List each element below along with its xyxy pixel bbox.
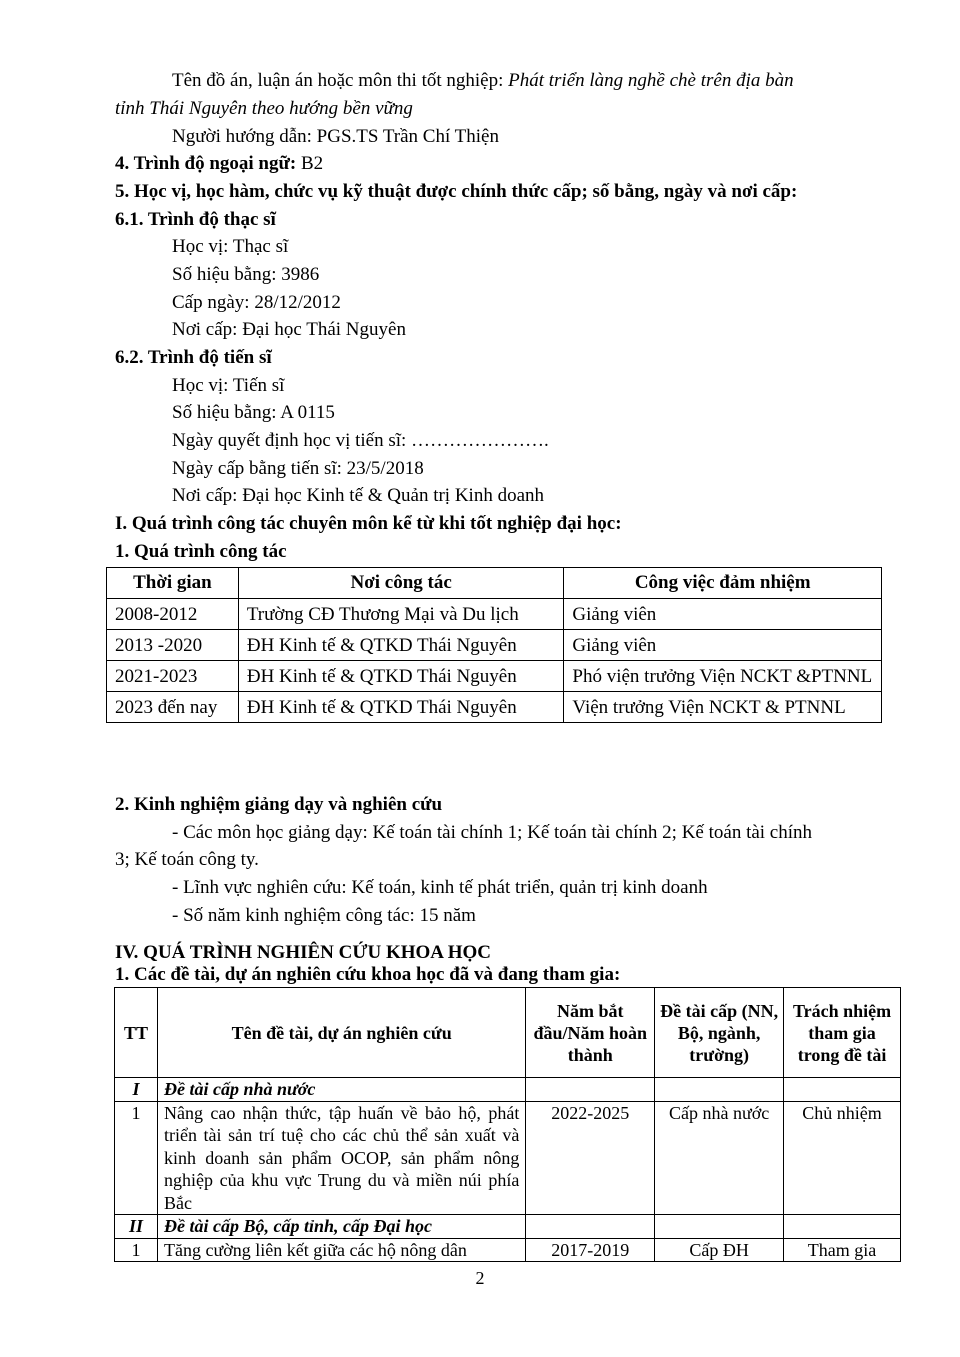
masters-issue-date: Cấp ngày: 28/12/2012	[172, 292, 341, 313]
group-index: I	[115, 1078, 158, 1102]
thesis-label: Tên đồ án, luận án hoặc môn thi tốt nghiệp:	[172, 70, 509, 91]
cell-period: 2008-2012	[107, 599, 239, 630]
empty-cell	[784, 1215, 901, 1239]
work-history-table	[106, 567, 882, 723]
thesis-title-part-2: tỉnh Thái Nguyên theo hướng bền vững	[115, 98, 413, 119]
thesis-title-part-1: Phát triển làng nghề chè trên địa bàn	[508, 70, 794, 91]
cell-index: 1	[115, 1238, 158, 1262]
cell-level: Cấp nhà nước	[655, 1101, 784, 1215]
section-I-heading: I. Quá trình công tác chuyên môn kể từ khi tốt nghiệp đại học:	[115, 513, 622, 534]
phd-issue-date: Ngày cấp bằng tiến sĩ: 23/5/2018	[172, 458, 424, 479]
col-header-index: TT	[115, 988, 158, 1078]
cell-workplace: ĐH Kinh tế & QTKD Thái Nguyên	[238, 630, 564, 661]
cell-role: Tham gia	[784, 1238, 901, 1262]
page-number: 2	[475, 1268, 485, 1288]
phd-diploma-number: Số hiệu bằng: A 0115	[172, 402, 335, 423]
phd-heading: 6.2. Trình độ tiến sĩ	[115, 347, 272, 368]
cell-workplace: Trường CĐ Thương Mại và Du lịch	[238, 599, 564, 630]
table-header-row	[115, 988, 901, 1078]
experience-years: - Số năm kinh nghiệm công tác: 15 năm	[172, 905, 476, 926]
cell-workplace: ĐH Kinh tế & QTKD Thái Nguyên	[238, 661, 564, 692]
col-header-level: Đề tài cấp (NN, Bộ, ngành, trường)	[655, 988, 784, 1078]
cell-duty: Viện trưởng Viện NCKT & PTNNL	[564, 692, 882, 723]
cell-index: 1	[115, 1101, 158, 1215]
empty-cell	[655, 1078, 784, 1102]
cell-level: Cấp ĐH	[655, 1238, 784, 1262]
cell-years: 2017-2019	[526, 1238, 655, 1262]
phd-issuer: Nơi cấp: Đại học Kinh tế & Quản trị Kinh doanh	[172, 485, 545, 506]
masters-issuer: Nơi cấp: Đại học Thái Nguyên	[172, 319, 406, 340]
group-title: Đề tài cấp Bộ, cấp tỉnh, cấp Đại học	[157, 1215, 525, 1239]
cell-project-name: Tăng cường liên kết giữa các hộ nông dân	[157, 1238, 525, 1262]
advisor-line: Người hướng dẫn: PGS.TS Trần Chí Thiện	[172, 126, 499, 147]
courses-line-1: - Các môn học giảng dạy: Kế toán tài chính 1; Kế toán tài chính 2; Kế toán tài chính	[172, 822, 813, 843]
group-title: Đề tài cấp nhà nước	[157, 1078, 525, 1102]
table-row	[115, 1238, 901, 1262]
section-5-heading: 5. Học vị, học hàm, chức vụ kỹ thuật được chính thức cấp; số bằng, ngày và nơi cấp:	[115, 181, 798, 202]
col-header-workplace: Nơi công tác	[238, 568, 564, 599]
table-row	[107, 630, 882, 661]
research-projects-table	[114, 987, 901, 1262]
group-index: II	[115, 1215, 158, 1239]
col-header-years: Năm bắt đầu/Năm hoàn thành	[526, 988, 655, 1078]
cell-project-name: Nâng cao nhận thức, tập huấn về bảo hộ, phát triển tài sản trí tuệ cho các chủ thể sản xuất và kinh doanh sản phẩm OCOP, sản phẩm nông nghiệp của khu vực Trung du và miền núi phía Bắc	[157, 1101, 525, 1215]
masters-degree: Học vị: Thạc sĩ	[172, 236, 289, 257]
group-row-ministry	[115, 1215, 901, 1239]
work-history-heading: 1. Quá trình công tác	[115, 541, 287, 562]
cell-period: 2021-2023	[107, 661, 239, 692]
cell-period: 2023 đến nay	[107, 692, 239, 723]
empty-cell	[655, 1215, 784, 1239]
thesis-line-1	[172, 68, 890, 94]
group-row-national	[115, 1078, 901, 1102]
masters-diploma-number: Số hiệu bằng: 3986	[172, 264, 320, 285]
cell-years: 2022-2025	[526, 1101, 655, 1215]
col-header-period: Thời gian	[107, 568, 239, 599]
research-fields: - Lĩnh vực nghiên cứu: Kế toán, kinh tế phát triển, quản trị kinh doanh	[172, 877, 708, 898]
table-row	[115, 1101, 901, 1215]
section-IV-heading: IV. QUÁ TRÌNH NGHIÊN CỨU KHOA HỌC	[115, 942, 492, 963]
courses-line-2: 3; Kế toán công ty.	[115, 849, 259, 870]
language-level-value: B2	[296, 153, 324, 174]
empty-cell	[784, 1078, 901, 1102]
table-row	[107, 661, 882, 692]
table-header-row	[107, 568, 882, 599]
table-row	[107, 692, 882, 723]
col-header-project-name: Tên đề tài, dự án nghiên cứu	[157, 988, 525, 1078]
masters-heading: 6.1. Trình độ thạc sĩ	[115, 209, 276, 230]
phd-decision-date: Ngày quyết định học vị tiến sĩ: ………………….	[172, 430, 549, 451]
cell-role: Chủ nhiệm	[784, 1101, 901, 1215]
cell-period: 2013 -2020	[107, 630, 239, 661]
col-header-role: Trách nhiệm tham gia trong đề tài	[784, 988, 901, 1078]
empty-cell	[526, 1215, 655, 1239]
cell-workplace: ĐH Kinh tế & QTKD Thái Nguyên	[238, 692, 564, 723]
cell-duty: Phó viện trưởng Viện NCKT &PTNNL	[564, 661, 882, 692]
language-level	[115, 151, 323, 177]
empty-cell	[526, 1078, 655, 1102]
language-level-label: 4. Trình độ ngoại ngữ:	[115, 153, 297, 174]
research-projects-heading: 1. Các đề tài, dự án nghiên cứu khoa học đã và đang tham gia:	[115, 964, 621, 985]
cell-duty: Giảng viên	[564, 599, 882, 630]
col-header-duty: Công việc đảm nhiệm	[564, 568, 882, 599]
phd-degree: Học vị: Tiến sĩ	[172, 375, 285, 396]
experience-heading: 2. Kinh nghiệm giảng dạy và nghiên cứu	[115, 794, 443, 815]
table-row	[107, 599, 882, 630]
cell-duty: Giảng viên	[564, 630, 882, 661]
